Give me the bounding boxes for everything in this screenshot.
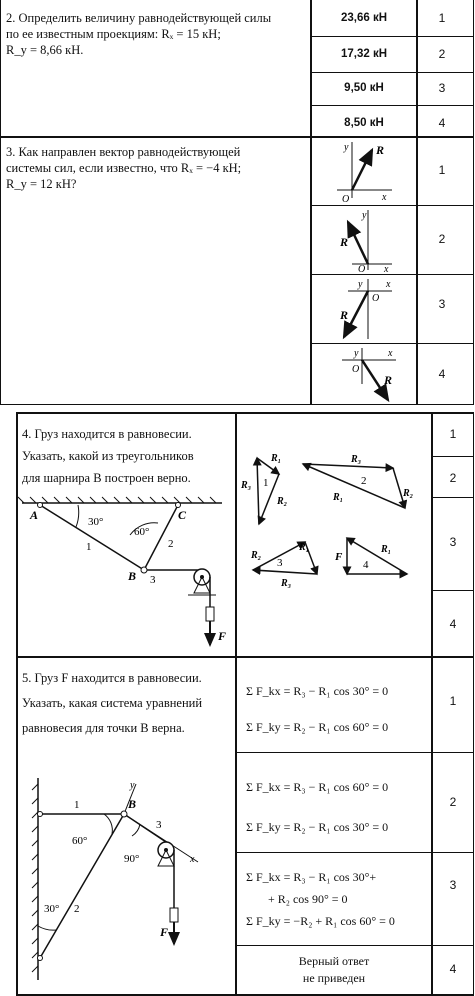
axis-y-label: y (358, 279, 363, 290)
q5-line2: Указать, какая система уравнений (22, 696, 203, 710)
q2-answer-2[interactable]: 17,32 кН (340, 48, 388, 60)
q4-line2: Указать, какой из треугольников (22, 449, 194, 463)
q2-answer-1[interactable]: 23,66 кН (340, 12, 388, 24)
q5-eq1-y[interactable]: Σ F_ky = R₂ − R₁ cos 60° = 0 (246, 720, 389, 734)
rod-1-label: 1 (86, 541, 92, 553)
angle-30-label: 30° (88, 516, 104, 528)
axis-y-label: y (130, 780, 135, 791)
q3-line3: R_y = 12 кН? (6, 177, 77, 191)
vector-r-label: R (384, 373, 393, 387)
q5-answer-4-line2: не приведен (302, 971, 366, 985)
axis-x-label: x (382, 192, 387, 203)
axis-x-label: x (388, 348, 393, 359)
q5-mechanism-diagram (18, 758, 234, 992)
q5-eq3-x-cont[interactable]: + R₂ cos 90° = 0 (268, 892, 348, 906)
q4-num-3: 3 (449, 535, 457, 549)
rod-3-label: 3 (156, 819, 162, 831)
origin-label: O (372, 293, 380, 304)
force-f-label: F (335, 551, 343, 563)
angle-30-label: 30° (44, 903, 60, 915)
r3-label: R₃ (281, 578, 292, 589)
r2-label: R₂ (277, 496, 288, 507)
q5-eq2-y[interactable]: Σ F_ky = R₂ − R₁ cos 30° = 0 (246, 820, 389, 834)
axis-y-label: y (362, 210, 367, 221)
q5-num-4: 4 (449, 962, 457, 976)
vector-r-label: R (340, 235, 349, 249)
axis-x-label: x (190, 854, 195, 865)
q3-vector-option-2[interactable] (312, 206, 416, 274)
q3-num-2: 2 (438, 232, 446, 246)
q5-eq2-x[interactable]: Σ F_kx = R₃ − R₁ cos 60° = 0 (246, 780, 389, 794)
t1-label: 1 (263, 477, 269, 489)
q4-line1: 4. Груз находится в равновесии. (22, 427, 192, 441)
axis-x-label: x (386, 279, 391, 290)
q4-num-2: 2 (449, 471, 457, 485)
r3-label: R₃ (351, 454, 362, 465)
q3-vector-option-3[interactable] (312, 275, 416, 343)
r2-label: R₂ (403, 488, 414, 499)
q4-text (22, 423, 194, 489)
axis-y-label: y (354, 348, 359, 359)
q3-line1: 3. Как направлен вектор равнодействующей (6, 145, 241, 159)
q5-eq1-x[interactable]: Σ F_kx = R₃ − R₁ cos 30° = 0 (246, 684, 389, 698)
rod-2-label: 2 (74, 903, 80, 915)
q3-num-4: 4 (438, 367, 446, 381)
q2-text (6, 10, 271, 58)
q2-answer-3[interactable]: 9,50 кН (344, 82, 384, 94)
triangle-2[interactable] (303, 454, 413, 508)
q5-eq3-x[interactable]: Σ F_kx = R₃ − R₁ cos 30°+ (246, 870, 377, 884)
q5-line1: 5. Груз F находится в равновесии. (22, 671, 202, 685)
q2-answer-4[interactable]: 8,50 кН (344, 117, 384, 129)
q5-answer-4[interactable] (237, 953, 431, 987)
origin-label: O (352, 364, 360, 375)
point-b-label: B (128, 797, 137, 811)
q4-mechanism-diagram (18, 495, 234, 655)
q4-num-1: 1 (449, 427, 457, 441)
vector-r-label: R (340, 308, 349, 322)
axis-y-label: y (344, 142, 349, 153)
rod-1-label: 1 (74, 799, 80, 811)
q3-line2: системы сил, если известно, что Rₓ = −4 кН; (6, 161, 242, 175)
q2-num-1: 1 (438, 11, 446, 25)
point-b-label: B (128, 569, 137, 583)
t3-label: 3 (277, 557, 283, 569)
angle-90-label: 90° (124, 853, 140, 865)
q2-line1: 2. Определить величину равнодействующей силы (6, 11, 272, 25)
q5-num-3: 3 (449, 878, 457, 892)
q2-line2: по ее известным проекциям: Rₓ = 15 кН; (6, 27, 221, 41)
angle-60-label: 60° (72, 835, 88, 847)
axis-x-label: x (384, 264, 389, 274)
q5-line3: равновесия для точки B верна. (22, 721, 185, 735)
q5-num-1: 1 (449, 694, 457, 708)
triangle-4[interactable] (334, 538, 407, 574)
r1-label: R₁ (271, 453, 282, 464)
q5-answer-4-line1: Верный ответ (298, 954, 370, 968)
q3-vector-option-4[interactable] (312, 344, 416, 404)
q5-num-2: 2 (449, 795, 457, 809)
r1-label: R₁ (381, 544, 392, 555)
q2-line3: R_y = 8,66 кН. (6, 43, 84, 57)
t4-label: 4 (363, 559, 369, 571)
q3-num-3: 3 (438, 297, 446, 311)
r3-label: R₃ (241, 480, 252, 491)
q4-triangles[interactable] (237, 414, 431, 656)
q2-num-4: 4 (438, 116, 446, 130)
origin-label: O (358, 264, 366, 274)
q4-num-4: 4 (449, 617, 457, 631)
q4-line3: для шарнира B построен верно. (22, 471, 191, 485)
r1-label: R₁ (299, 542, 310, 553)
vector-r-label: R (376, 143, 385, 157)
q5-eq3-y[interactable]: Σ F_ky = −R₂ + R₁ cos 60° = 0 (246, 914, 395, 928)
force-f-label: F (218, 629, 227, 643)
triangle-1[interactable] (240, 453, 287, 524)
q3-vector-option-1[interactable] (312, 138, 416, 205)
r1-label: R₁ (333, 492, 344, 503)
r2-label: R₂ (251, 550, 262, 561)
q3-num-1: 1 (438, 163, 446, 177)
q5-text (22, 666, 202, 741)
angle-60-label: 60° (134, 526, 150, 538)
triangle-3[interactable] (250, 542, 317, 589)
q3-text (6, 144, 241, 192)
rod-2-label: 2 (168, 538, 174, 550)
origin-label: O (342, 194, 350, 205)
force-f-label: F (160, 925, 169, 939)
point-a-label: A (30, 508, 39, 522)
rod-3-label: 3 (150, 574, 156, 586)
t2-label: 2 (361, 475, 367, 487)
q2-num-3: 3 (438, 81, 446, 95)
q2-num-2: 2 (438, 47, 446, 61)
point-c-label: C (178, 508, 187, 522)
